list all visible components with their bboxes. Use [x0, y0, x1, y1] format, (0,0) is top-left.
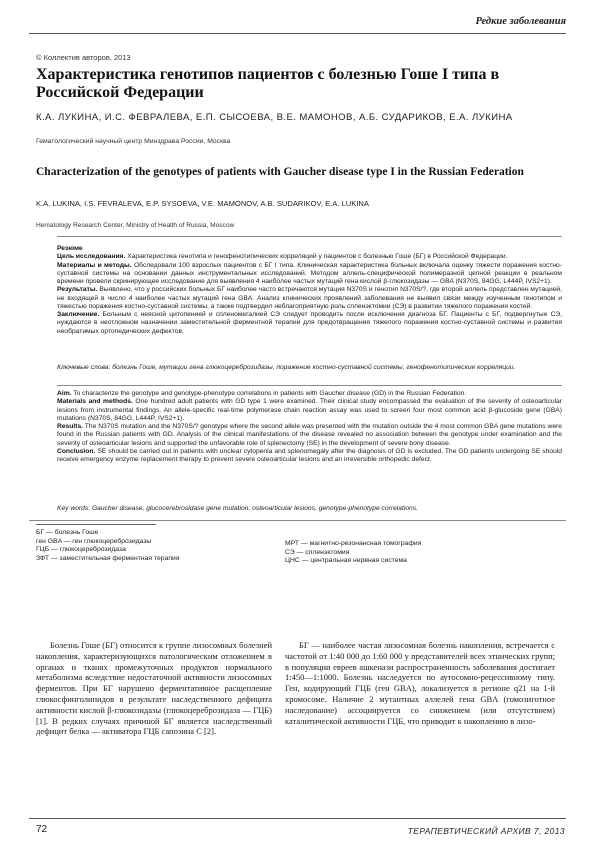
keywords-ru	[57, 364, 562, 372]
copyright: © Коллектив авторов, 2013	[36, 53, 131, 62]
conclusion-label-en: Conclusion.	[57, 447, 96, 455]
article-title-ru: Характеристика генотипов пациентов с болезнью Гоше I типа в Российской Федерации	[36, 66, 500, 101]
abstract-top-rule	[57, 236, 562, 237]
aim-label-en: Aim.	[57, 390, 72, 397]
article-title-en: Characterization of the genotypes of patients with Gaucher disease type I in the Russian Federation	[36, 166, 524, 178]
abbreviation-item: СЭ — спленэктомия	[285, 548, 350, 556]
aim-en: To characterize the genotype and genotype-phenotype correlations in patients with Gaucher disease (GD) in the Russian Federation.	[73, 390, 467, 397]
body-column-right: БГ — наиболее частая лизосомная болезнь накопления, встречается с частотой от 1:40 000 до 1:60 000 у представителей всех этнических групп; в популяции евреев ашкенази распространенность заболевания достигает 1:450—1:1000. Болезнь наследуется по аутосомно-рецессивному типу. Ген, кодирующий ГЦБ (ген GBA), локализуется в регионе q21 на 1-й хромосоме. Наличие 2 мутантных аллелей гена GBA (гомозиготное наследование) ассоциируется со снижением (или отсутствием) каталитической активности ГЦБ, что приводит к накоплению в лизо-	[285, 640, 555, 726]
keywords-label-en: Key words:	[57, 505, 91, 512]
conclusion-label-ru: Заключение.	[57, 311, 100, 318]
authors-ru: К.А. ЛУКИНА, И.С. ФЕВРАЛЕВА, Е.П. СЫСОЕВА, В.Е. МАМОНОВ, А.Б. СУДАРИКОВ, Е.А. ЛУКИНА	[36, 112, 513, 123]
body-column-left: Болезнь Гоше (БГ) относится к группе лизосомных болезней накопления, характеризующихся патологическим отложением в органах и тканях промежуточных продуктов нормального метаболизма вследствие недостаточной активности лизосомных ферментов. При БГ нарушено ферментативное расщепление глюкосфинголипидов в результате наследственного дефицита активности кислой β-глюкозидазы (глюкоцереброзидаза — ГЦБ) [1]. В редких случаях причиной БГ является наследственный дефицит белка — активатора ГЦБ сапозина С [2].	[36, 640, 272, 737]
aim-label-ru: Цель исследования.	[57, 253, 126, 261]
keywords-text-ru: болезнь Гоше, мутации гена глюкоцереброзидазы, поражение костно-суставной системы, генофенотипические корреляции.	[112, 364, 516, 371]
methods-en: One hundred adult patients with GD type 1 were examined. Their clinical study encompassed the evaluation of the severity of osteoarticular lesions from instrumental findings. An allele-specific real-time polymerase chain reaction assay was used to screen four most common acid β-glucoside gene (GBA) mutations (N370S, 84GG, L444P, IVS2+1).	[57, 398, 562, 422]
authors-en: K.A. LUKINA, I.S. FEVRALEVA, E.P. SYSOEVA, V.E. MAMONOV, A.B. SUDARIKOV, E.A. LUKINA	[36, 199, 369, 208]
abbreviation-item: ЦНС — центральная нервная система	[285, 557, 407, 565]
abbreviations-right	[285, 540, 555, 566]
results-en: The N370S mutation and the N370S/? genotype where the second allele was presented with the mutation outside the 4 most common GBA gene mutations were found in the Russian patients with GD. Analysis of the clinical manifestations of the disease revealed no association between the genotype under examination and the severity of osteoarticular lesions and supported the unfavorable role of splenectomy (SE) in the development of severe bony disease.	[57, 423, 562, 447]
footer-rule	[29, 818, 566, 819]
header-rule	[29, 33, 566, 34]
results-label-ru: Результаты.	[57, 286, 98, 294]
journal-name: ТЕРАПЕВТИЧЕСКИЙ АРХИВ 7, 2013	[407, 826, 565, 836]
abstract-ru	[57, 245, 562, 336]
abbreviation-item: ГЦБ — глюкоцереброзидаза	[36, 546, 126, 554]
keywords-label-ru: Ключевые слова:	[57, 364, 111, 371]
results-ru: Выявлено, что у российских больных БГ наиболее часто встречаются мутация N370S и генотип N370S/?, где второй аллель представлен мутацией, не входящей в число 4 наиболее частых мутаций гена GBA. Анализ клинических проявлений заболевания не выявил связи между изученным генотипом и тяжестью поражения костно-суставной системы, а также подтвердил неблагоприятную роль спленэктомии (СЭ) в развитии тяжелого поражения костей.	[57, 286, 563, 310]
abbreviation-item: МРТ — магнитно-резонансная томография	[285, 540, 422, 547]
section-title: Редкие заболевания	[475, 16, 566, 27]
keywords-en	[57, 505, 562, 513]
page-number: 72	[36, 824, 48, 835]
abbreviations-rule	[36, 524, 156, 525]
results-label-en: Results.	[57, 423, 84, 430]
abstract-heading: Резюме	[57, 245, 83, 252]
abstract-bottom-rule	[29, 520, 566, 521]
abbreviation-item: ЗФТ — заместительная ферментная терапия	[36, 554, 180, 562]
abbreviation-item: БГ — болезнь Гоше	[36, 529, 99, 536]
methods-label-en: Materials and methods.	[57, 398, 133, 406]
abbreviation-item: ген GBA — ген глюкоцереброзидазы	[36, 537, 152, 545]
abstract-mid-rule	[57, 385, 562, 386]
affiliation-en: Hematology Research Center, Ministry of Health of Russia, Moscow	[36, 222, 235, 229]
keywords-text-en: Gaucher disease, glucocerebrosidase gene mutation, osteoarticular lesions, genotype-phenotype correlations.	[91, 505, 418, 512]
conclusion-ru: Больным с неясной цитопенией и спленомегалией СЭ следует проводить после исключения диагноза БГ. Пациенты с БГ, подвергнутые СЭ, нуждаются в неотложном назначении заместительной ферментной терапии для предотвращения тяжелого поражения костно-суставной системы и развития необратимых ортопедических дефектов.	[57, 311, 562, 335]
abbreviations-left	[36, 529, 286, 563]
aim-ru: Характеристика генотипа и генофенотипических корреляций у пациентов с болезнью Гоше (БГ) в Российской Федерации.	[127, 253, 508, 261]
abstract-en	[57, 390, 562, 464]
methods-ru: Обследовали 100 взрослых пациентов с БГ I типа. Клиническая характеристика больных включала оценку тяжести поражения костно-суставной системы на основании данных инструментальных исследований. Методом аллель-специфической полимеразной цепной реакции в реальном времени провели скринирующее исследование для выявления 4 наиболее частых мутаций гена кислой β-глюкозидазы — GBA (N370S, 84GG, L444P, IVS2+1).	[57, 261, 562, 285]
affiliation-ru: Гематологический научный центр Минздрава России, Москва	[36, 138, 231, 145]
conclusion-en: SE should be carried out in patients with unclear cytopenia and splenomegaly after the diagnosis of GD is excluded. The GD patients undergoing SE should receive emergency enzyme replacement therapy to prevent severe osteoarticular lesions and an irreversible orthopedic defect.	[57, 447, 563, 463]
methods-label-ru: Материалы и методы.	[57, 261, 132, 269]
